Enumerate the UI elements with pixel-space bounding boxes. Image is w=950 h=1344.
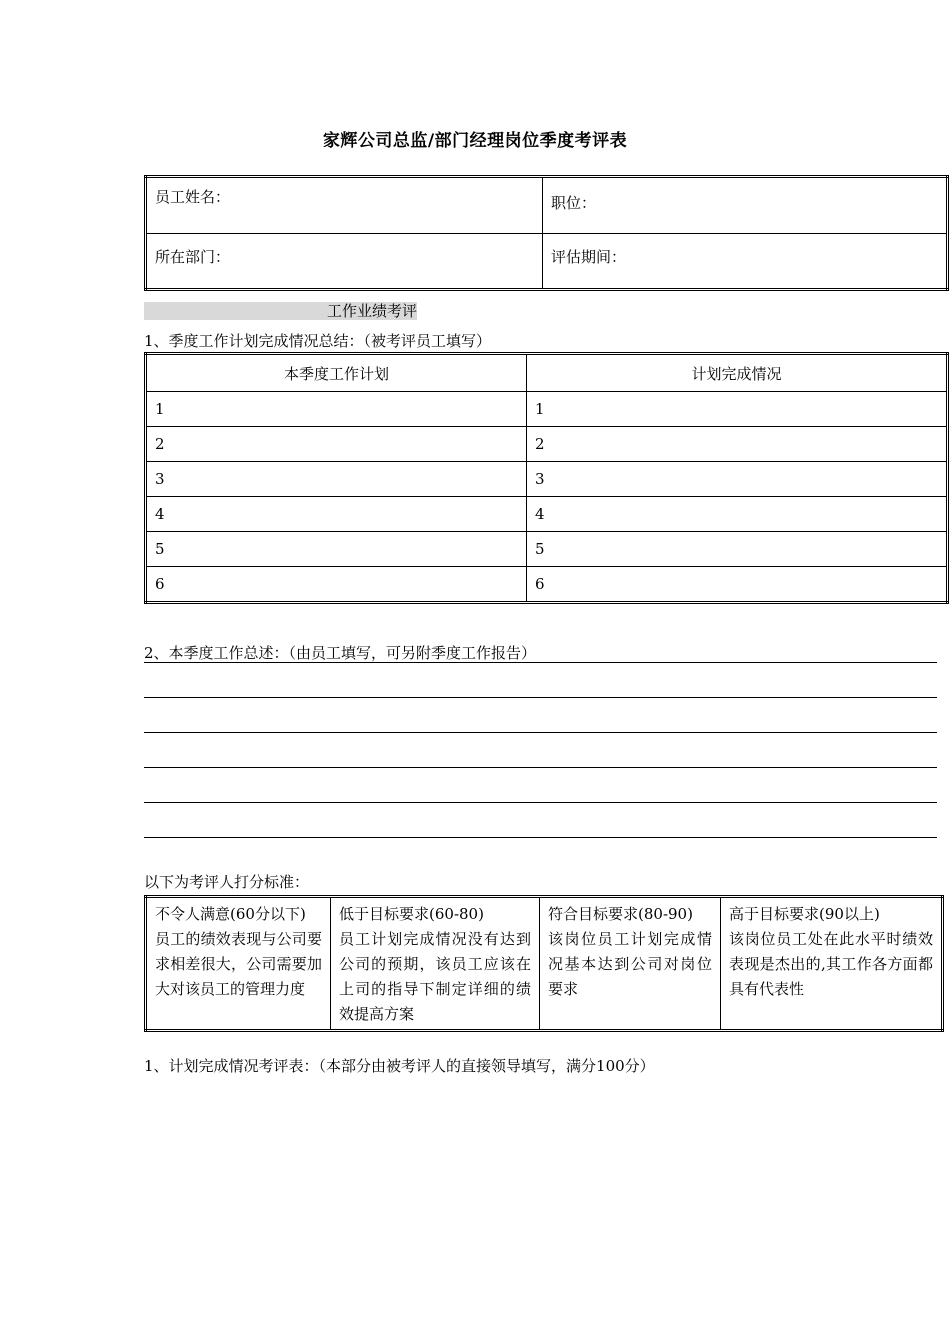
table-row <box>146 427 948 462</box>
writing-line[interactable] <box>144 767 937 768</box>
writing-line[interactable] <box>144 697 937 698</box>
criteria-level-title: 高于目标要求(90以上) <box>729 905 880 923</box>
table-row <box>146 462 948 497</box>
page-title: 家辉公司总监/部门经理岗位季度考评表 <box>322 131 628 151</box>
plan-cell[interactable]: 5 <box>146 532 527 567</box>
department-label: 所在部门： <box>155 248 231 266</box>
writing-line[interactable] <box>144 732 937 733</box>
criteria-cell <box>540 897 721 1031</box>
status-cell[interactable]: 4 <box>527 497 948 532</box>
criteria-level-description: 该岗位员工计划完成情况基本达到公司对岗位要求 <box>548 930 712 998</box>
plan-column-header: 本季度工作计划 <box>146 354 527 392</box>
plan-cell[interactable]: 2 <box>146 427 527 462</box>
table-row <box>146 567 948 603</box>
plan-cell[interactable]: 3 <box>146 462 527 497</box>
table-row <box>146 497 948 532</box>
criteria-cell <box>721 897 943 1031</box>
evaluation-section-heading: 1、计划完成情况考评表：（本部分由被考评人的直接领导填写，满分100分） <box>144 1057 655 1075</box>
position-field[interactable] <box>543 177 948 234</box>
evaluation-period-field[interactable] <box>543 234 948 290</box>
criteria-cell <box>331 897 540 1031</box>
criteria-level-title: 符合目标要求(80-90) <box>548 905 693 923</box>
status-cell[interactable]: 3 <box>527 462 948 497</box>
plan-cell[interactable]: 6 <box>146 567 527 603</box>
employee-name-label: 员工姓名： <box>155 188 231 206</box>
department-field[interactable] <box>146 234 543 290</box>
position-label: 职位： <box>551 194 597 212</box>
criteria-cell <box>146 897 331 1031</box>
employee-info-table <box>144 175 949 291</box>
status-cell[interactable]: 6 <box>527 567 948 603</box>
status-cell[interactable]: 2 <box>527 427 948 462</box>
writing-line[interactable] <box>144 662 937 663</box>
status-column-header: 计划完成情况 <box>527 354 948 392</box>
status-cell[interactable]: 5 <box>527 532 948 567</box>
status-cell[interactable]: 1 <box>527 392 948 427</box>
section-header: 工作业绩考评 <box>144 302 417 320</box>
table-row <box>146 392 948 427</box>
employee-name-field[interactable] <box>146 177 543 234</box>
plan-cell[interactable]: 1 <box>146 392 527 427</box>
criteria-level-title: 低于目标要求(60-80) <box>339 905 484 923</box>
writing-line[interactable] <box>144 802 937 803</box>
scoring-criteria-table <box>144 895 944 1032</box>
criteria-section-heading: 以下为考评人打分标准： <box>144 873 310 891</box>
criteria-level-title: 不令人满意(60分以下) <box>155 905 306 923</box>
plan-cell[interactable]: 4 <box>146 497 527 532</box>
plan-section-heading: 1、季度工作计划完成情况总结：（被考评员工填写） <box>144 332 492 350</box>
criteria-level-description: 该岗位员工处在此水平时绩效表现是杰出的,其工作各方面都具有代表性 <box>729 930 933 998</box>
criteria-level-description: 员工计划完成情况没有达到公司的预期，该员工应该在上司的指导下制定详细的绩效提高方案 <box>339 930 531 1023</box>
evaluation-period-label: 评估期间： <box>551 248 627 266</box>
table-row <box>146 532 948 567</box>
criteria-level-description: 员工的绩效表现与公司要求相差很大，公司需要加大对该员工的管理力度 <box>155 930 322 998</box>
work-plan-table <box>144 352 949 604</box>
summary-section-heading: 2、本季度工作总述：（由员工填写，可另附季度工作报告） <box>144 644 537 662</box>
writing-line[interactable] <box>144 837 937 838</box>
